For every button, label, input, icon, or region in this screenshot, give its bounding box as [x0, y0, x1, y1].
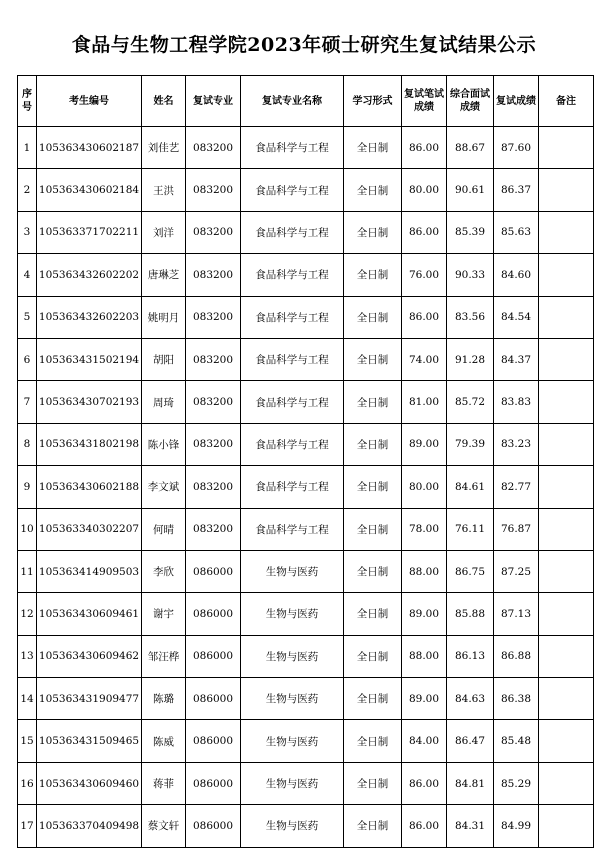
cell-major-code: 083200	[186, 381, 241, 423]
cell-remark	[539, 423, 594, 465]
cell-index: 6	[18, 338, 37, 380]
cell-written-score: 80.00	[402, 169, 447, 211]
cell-major-name: 食品科学与工程	[241, 508, 344, 550]
cell-major-name: 食品科学与工程	[241, 254, 344, 296]
cell-written-score: 88.00	[402, 550, 447, 592]
table-row	[18, 635, 594, 677]
cell-total-score: 84.37	[494, 338, 539, 380]
cell-index: 4	[18, 254, 37, 296]
cell-major-name: 食品科学与工程	[241, 211, 344, 253]
cell-index: 3	[18, 211, 37, 253]
cell-interview-score: 86.75	[447, 550, 494, 592]
cell-index: 14	[18, 678, 37, 720]
cell-major-code: 083200	[186, 127, 241, 169]
cell-remark	[539, 296, 594, 338]
cell-remark	[539, 211, 594, 253]
header-remark: 备注	[539, 76, 594, 127]
cell-total-score: 83.83	[494, 381, 539, 423]
cell-major-name: 食品科学与工程	[241, 423, 344, 465]
cell-major-code: 086000	[186, 678, 241, 720]
cell-interview-score: 79.39	[447, 423, 494, 465]
cell-interview-score: 76.11	[447, 508, 494, 550]
cell-interview-score: 91.28	[447, 338, 494, 380]
table-row	[18, 381, 594, 423]
cell-written-score: 86.00	[402, 127, 447, 169]
table-row	[18, 466, 594, 508]
cell-study-mode: 全日制	[344, 423, 402, 465]
cell-study-mode: 全日制	[344, 338, 402, 380]
cell-major-code: 083200	[186, 254, 241, 296]
cell-interview-score: 85.72	[447, 381, 494, 423]
cell-index: 1	[18, 127, 37, 169]
cell-major-name: 生物与医药	[241, 593, 344, 635]
table-row	[18, 550, 594, 592]
cell-major-name: 生物与医药	[241, 635, 344, 677]
cell-remark	[539, 762, 594, 804]
cell-exam-no: 105363371702211	[37, 211, 142, 253]
cell-study-mode: 全日制	[344, 169, 402, 211]
cell-exam-no: 105363431802198	[37, 423, 142, 465]
cell-index: 12	[18, 593, 37, 635]
cell-index: 7	[18, 381, 37, 423]
cell-interview-score: 84.81	[447, 762, 494, 804]
results-table	[17, 75, 594, 848]
page-title: 食品与生物工程学院2023年硕士研究生复试结果公示	[71, 34, 537, 56]
cell-interview-score: 83.56	[447, 296, 494, 338]
cell-written-score: 86.00	[402, 211, 447, 253]
cell-major-code: 083200	[186, 423, 241, 465]
header-study-mode: 学习形式	[344, 76, 402, 127]
cell-name: 蔡文轩	[142, 805, 186, 847]
cell-index: 16	[18, 762, 37, 804]
cell-study-mode: 全日制	[344, 381, 402, 423]
cell-written-score: 81.00	[402, 381, 447, 423]
cell-written-score: 89.00	[402, 593, 447, 635]
cell-study-mode: 全日制	[344, 508, 402, 550]
table-row	[18, 169, 594, 211]
cell-written-score: 86.00	[402, 296, 447, 338]
cell-exam-no: 105363431509465	[37, 720, 142, 762]
cell-interview-score: 90.33	[447, 254, 494, 296]
cell-written-score: 89.00	[402, 423, 447, 465]
cell-remark	[539, 678, 594, 720]
cell-name: 陈威	[142, 720, 186, 762]
cell-major-code: 083200	[186, 338, 241, 380]
cell-exam-no: 105363430602188	[37, 466, 142, 508]
header-major-name: 复试专业名称	[241, 76, 344, 127]
cell-name: 蒋菲	[142, 762, 186, 804]
cell-index: 15	[18, 720, 37, 762]
cell-index: 9	[18, 466, 37, 508]
cell-major-name: 生物与医药	[241, 805, 344, 847]
cell-total-score: 85.48	[494, 720, 539, 762]
cell-major-name: 食品科学与工程	[241, 169, 344, 211]
cell-major-code: 083200	[186, 508, 241, 550]
table-row	[18, 423, 594, 465]
cell-written-score: 76.00	[402, 254, 447, 296]
table-row	[18, 211, 594, 253]
cell-interview-score: 86.47	[447, 720, 494, 762]
cell-name: 刘佳艺	[142, 127, 186, 169]
cell-interview-score: 85.39	[447, 211, 494, 253]
cell-interview-score: 86.13	[447, 635, 494, 677]
cell-index: 8	[18, 423, 37, 465]
cell-interview-score: 88.67	[447, 127, 494, 169]
cell-exam-no: 105363431909477	[37, 678, 142, 720]
cell-total-score: 86.38	[494, 678, 539, 720]
cell-interview-score: 84.63	[447, 678, 494, 720]
cell-study-mode: 全日制	[344, 720, 402, 762]
cell-total-score: 87.60	[494, 127, 539, 169]
cell-written-score: 86.00	[402, 762, 447, 804]
cell-index: 11	[18, 550, 37, 592]
cell-total-score: 85.29	[494, 762, 539, 804]
cell-exam-no: 105363431502194	[37, 338, 142, 380]
cell-exam-no: 105363430702193	[37, 381, 142, 423]
cell-exam-no: 105363370409498	[37, 805, 142, 847]
cell-total-score: 84.99	[494, 805, 539, 847]
cell-written-score: 80.00	[402, 466, 447, 508]
cell-exam-no: 105363430602187	[37, 127, 142, 169]
cell-study-mode: 全日制	[344, 593, 402, 635]
cell-remark	[539, 466, 594, 508]
cell-name: 李文斌	[142, 466, 186, 508]
header-index: 序号	[18, 76, 37, 127]
cell-study-mode: 全日制	[344, 805, 402, 847]
cell-major-name: 食品科学与工程	[241, 381, 344, 423]
cell-major-code: 083200	[186, 466, 241, 508]
cell-name: 李欣	[142, 550, 186, 592]
cell-major-code: 086000	[186, 635, 241, 677]
cell-total-score: 83.23	[494, 423, 539, 465]
header-exam-no: 考生编号	[37, 76, 142, 127]
cell-interview-score: 84.61	[447, 466, 494, 508]
cell-remark	[539, 720, 594, 762]
cell-index: 13	[18, 635, 37, 677]
cell-study-mode: 全日制	[344, 678, 402, 720]
cell-total-score: 84.60	[494, 254, 539, 296]
cell-study-mode: 全日制	[344, 127, 402, 169]
cell-exam-no: 105363414909503	[37, 550, 142, 592]
cell-index: 10	[18, 508, 37, 550]
table-row	[18, 678, 594, 720]
cell-name: 陈璐	[142, 678, 186, 720]
table-row	[18, 127, 594, 169]
table-row	[18, 338, 594, 380]
cell-major-code: 086000	[186, 720, 241, 762]
cell-remark	[539, 338, 594, 380]
cell-study-mode: 全日制	[344, 211, 402, 253]
cell-exam-no: 105363430609462	[37, 635, 142, 677]
cell-name: 唐琳芝	[142, 254, 186, 296]
cell-remark	[539, 635, 594, 677]
cell-major-name: 食品科学与工程	[241, 296, 344, 338]
cell-written-score: 88.00	[402, 635, 447, 677]
cell-exam-no: 105363430609461	[37, 593, 142, 635]
cell-name: 王洪	[142, 169, 186, 211]
cell-study-mode: 全日制	[344, 762, 402, 804]
cell-interview-score: 85.88	[447, 593, 494, 635]
header-interview-score: 综合面试成绩	[447, 76, 494, 127]
table-row	[18, 254, 594, 296]
cell-exam-no: 105363432602202	[37, 254, 142, 296]
cell-name: 刘洋	[142, 211, 186, 253]
table-row	[18, 762, 594, 804]
cell-total-score: 87.13	[494, 593, 539, 635]
cell-exam-no: 105363430609460	[37, 762, 142, 804]
table-body	[18, 127, 594, 848]
cell-written-score: 78.00	[402, 508, 447, 550]
cell-remark	[539, 508, 594, 550]
cell-name: 胡阳	[142, 338, 186, 380]
cell-name: 谢宇	[142, 593, 186, 635]
cell-total-score: 86.88	[494, 635, 539, 677]
cell-major-name: 生物与医药	[241, 550, 344, 592]
cell-exam-no: 105363340302207	[37, 508, 142, 550]
cell-study-mode: 全日制	[344, 550, 402, 592]
cell-remark	[539, 254, 594, 296]
cell-interview-score: 90.61	[447, 169, 494, 211]
table-row	[18, 593, 594, 635]
cell-major-code: 083200	[186, 296, 241, 338]
cell-major-name: 生物与医药	[241, 678, 344, 720]
table-row	[18, 805, 594, 847]
cell-major-name: 食品科学与工程	[241, 338, 344, 380]
cell-total-score: 84.54	[494, 296, 539, 338]
cell-total-score: 82.77	[494, 466, 539, 508]
cell-interview-score: 84.31	[447, 805, 494, 847]
cell-total-score: 76.87	[494, 508, 539, 550]
cell-major-code: 086000	[186, 805, 241, 847]
header-major-code: 复试专业	[186, 76, 241, 127]
cell-remark	[539, 593, 594, 635]
cell-remark	[539, 381, 594, 423]
cell-name: 周琦	[142, 381, 186, 423]
cell-total-score: 86.37	[494, 169, 539, 211]
cell-major-name: 食品科学与工程	[241, 127, 344, 169]
header-name: 姓名	[142, 76, 186, 127]
cell-index: 2	[18, 169, 37, 211]
cell-name: 姚明月	[142, 296, 186, 338]
cell-written-score: 86.00	[402, 805, 447, 847]
cell-name: 邹汪桦	[142, 635, 186, 677]
cell-major-code: 086000	[186, 762, 241, 804]
cell-written-score: 74.00	[402, 338, 447, 380]
cell-exam-no: 105363432602203	[37, 296, 142, 338]
cell-index: 17	[18, 805, 37, 847]
header-written-score: 复试笔试成绩	[402, 76, 447, 127]
table-row	[18, 296, 594, 338]
cell-study-mode: 全日制	[344, 296, 402, 338]
cell-major-code: 086000	[186, 550, 241, 592]
cell-major-name: 生物与医药	[241, 720, 344, 762]
cell-total-score: 87.25	[494, 550, 539, 592]
cell-name: 陈小锋	[142, 423, 186, 465]
table-row	[18, 508, 594, 550]
cell-remark	[539, 550, 594, 592]
cell-major-name: 生物与医药	[241, 762, 344, 804]
cell-study-mode: 全日制	[344, 254, 402, 296]
header-total-score: 复试成绩	[494, 76, 539, 127]
table-row	[18, 720, 594, 762]
cell-remark	[539, 169, 594, 211]
table-header-row	[18, 76, 594, 127]
cell-remark	[539, 127, 594, 169]
cell-written-score: 89.00	[402, 678, 447, 720]
cell-major-code: 083200	[186, 169, 241, 211]
cell-exam-no: 105363430602184	[37, 169, 142, 211]
cell-major-name: 食品科学与工程	[241, 466, 344, 508]
cell-major-code: 083200	[186, 211, 241, 253]
cell-major-code: 086000	[186, 593, 241, 635]
cell-written-score: 84.00	[402, 720, 447, 762]
cell-index: 5	[18, 296, 37, 338]
cell-name: 何晴	[142, 508, 186, 550]
cell-remark	[539, 805, 594, 847]
cell-total-score: 85.63	[494, 211, 539, 253]
cell-study-mode: 全日制	[344, 635, 402, 677]
cell-study-mode: 全日制	[344, 466, 402, 508]
